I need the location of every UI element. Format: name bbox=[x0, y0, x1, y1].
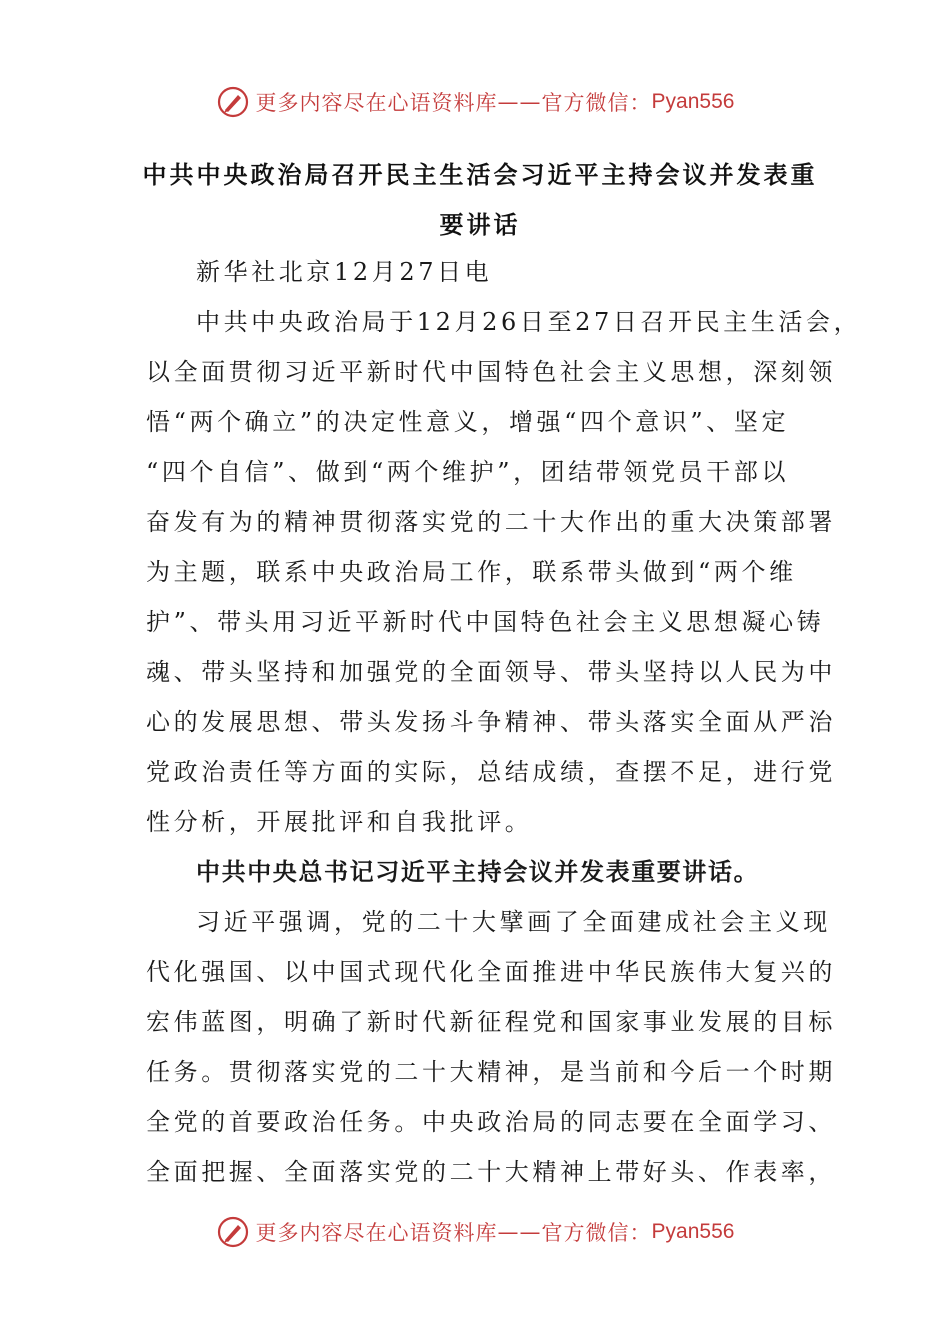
body-line: 全面把握、全面落实党的二十大精神上带好头、作表率， bbox=[146, 1158, 836, 1186]
watermark-text: 更多内容尽在心语资料库 bbox=[255, 91, 498, 115]
watermark-dash: —— bbox=[497, 90, 542, 114]
body-line: 为主题，联系中央政治局工作，联系带头做到“两个维 bbox=[146, 558, 797, 586]
document-title-line-2: 要讲话 bbox=[439, 211, 521, 239]
bold-subheading: 中共中央总书记习近平主持会议并发表重要讲话。 bbox=[196, 858, 760, 886]
watermark-dash: —— bbox=[497, 1220, 542, 1244]
body-line: 心的发展思想、带头发扬斗争精神、带头落实全面从严治 bbox=[146, 708, 836, 736]
dateline: 新华社北京12月27日电 bbox=[196, 258, 493, 286]
body-line: 护”、带头用习近平新时代中国特色社会主义思想凝心铸 bbox=[146, 608, 825, 636]
watermark-id: Pyan556 bbox=[651, 1220, 735, 1243]
body-line: 性分析，开展批评和自我批评。 bbox=[146, 808, 533, 836]
body-line: 习近平强调，党的二十大擘画了全面建成社会主义现 bbox=[196, 908, 831, 936]
watermark-text: 更多内容尽在心语资料库 bbox=[255, 1221, 498, 1245]
body-line: 宏伟蓝图，明确了新时代新征程党和国家事业发展的目标 bbox=[146, 1008, 836, 1036]
watermark-label: 官方微信： bbox=[541, 91, 652, 115]
body-line: 全党的首要政治任务。中央政治局的同志要在全面学习、 bbox=[146, 1108, 836, 1136]
body-line: 魂、带头坚持和加强党的全面领导、带头坚持以人民为中 bbox=[146, 658, 836, 686]
body-line: 中共中央政治局于12月26日至27日召开民主生活会， bbox=[196, 308, 862, 336]
body-line: 奋发有为的精神贯彻落实党的二十大作出的重大决策部署 bbox=[146, 508, 836, 536]
body-line: 悟“两个确立”的决定性意义，增强“四个意识”、坚定 bbox=[146, 408, 790, 436]
body-line: “四个自信”、做到“两个维护”，团结带领党员干部以 bbox=[146, 458, 790, 486]
body-line: 党政治责任等方面的实际，总结成绩，查摆不足，进行党 bbox=[146, 758, 836, 786]
watermark-banner-bottom bbox=[0, 1212, 950, 1252]
pen-circle-logo-icon bbox=[216, 1215, 250, 1249]
watermark-id: Pyan556 bbox=[651, 90, 735, 113]
watermark-banner-top bbox=[0, 82, 950, 122]
body-line: 任务。贯彻落实党的二十大精神，是当前和今后一个时期 bbox=[146, 1058, 836, 1086]
pen-circle-logo-icon bbox=[216, 85, 250, 119]
body-line: 以全面贯彻习近平新时代中国特色社会主义思想，深刻领 bbox=[146, 358, 836, 386]
watermark-label: 官方微信： bbox=[541, 1221, 652, 1245]
body-line: 代化强国、以中国式现代化全面推进中华民族伟大复兴的 bbox=[146, 958, 836, 986]
document-title-line-1: 中共中央政治局召开民主生活会习近平主持会议并发表重 bbox=[142, 161, 818, 189]
